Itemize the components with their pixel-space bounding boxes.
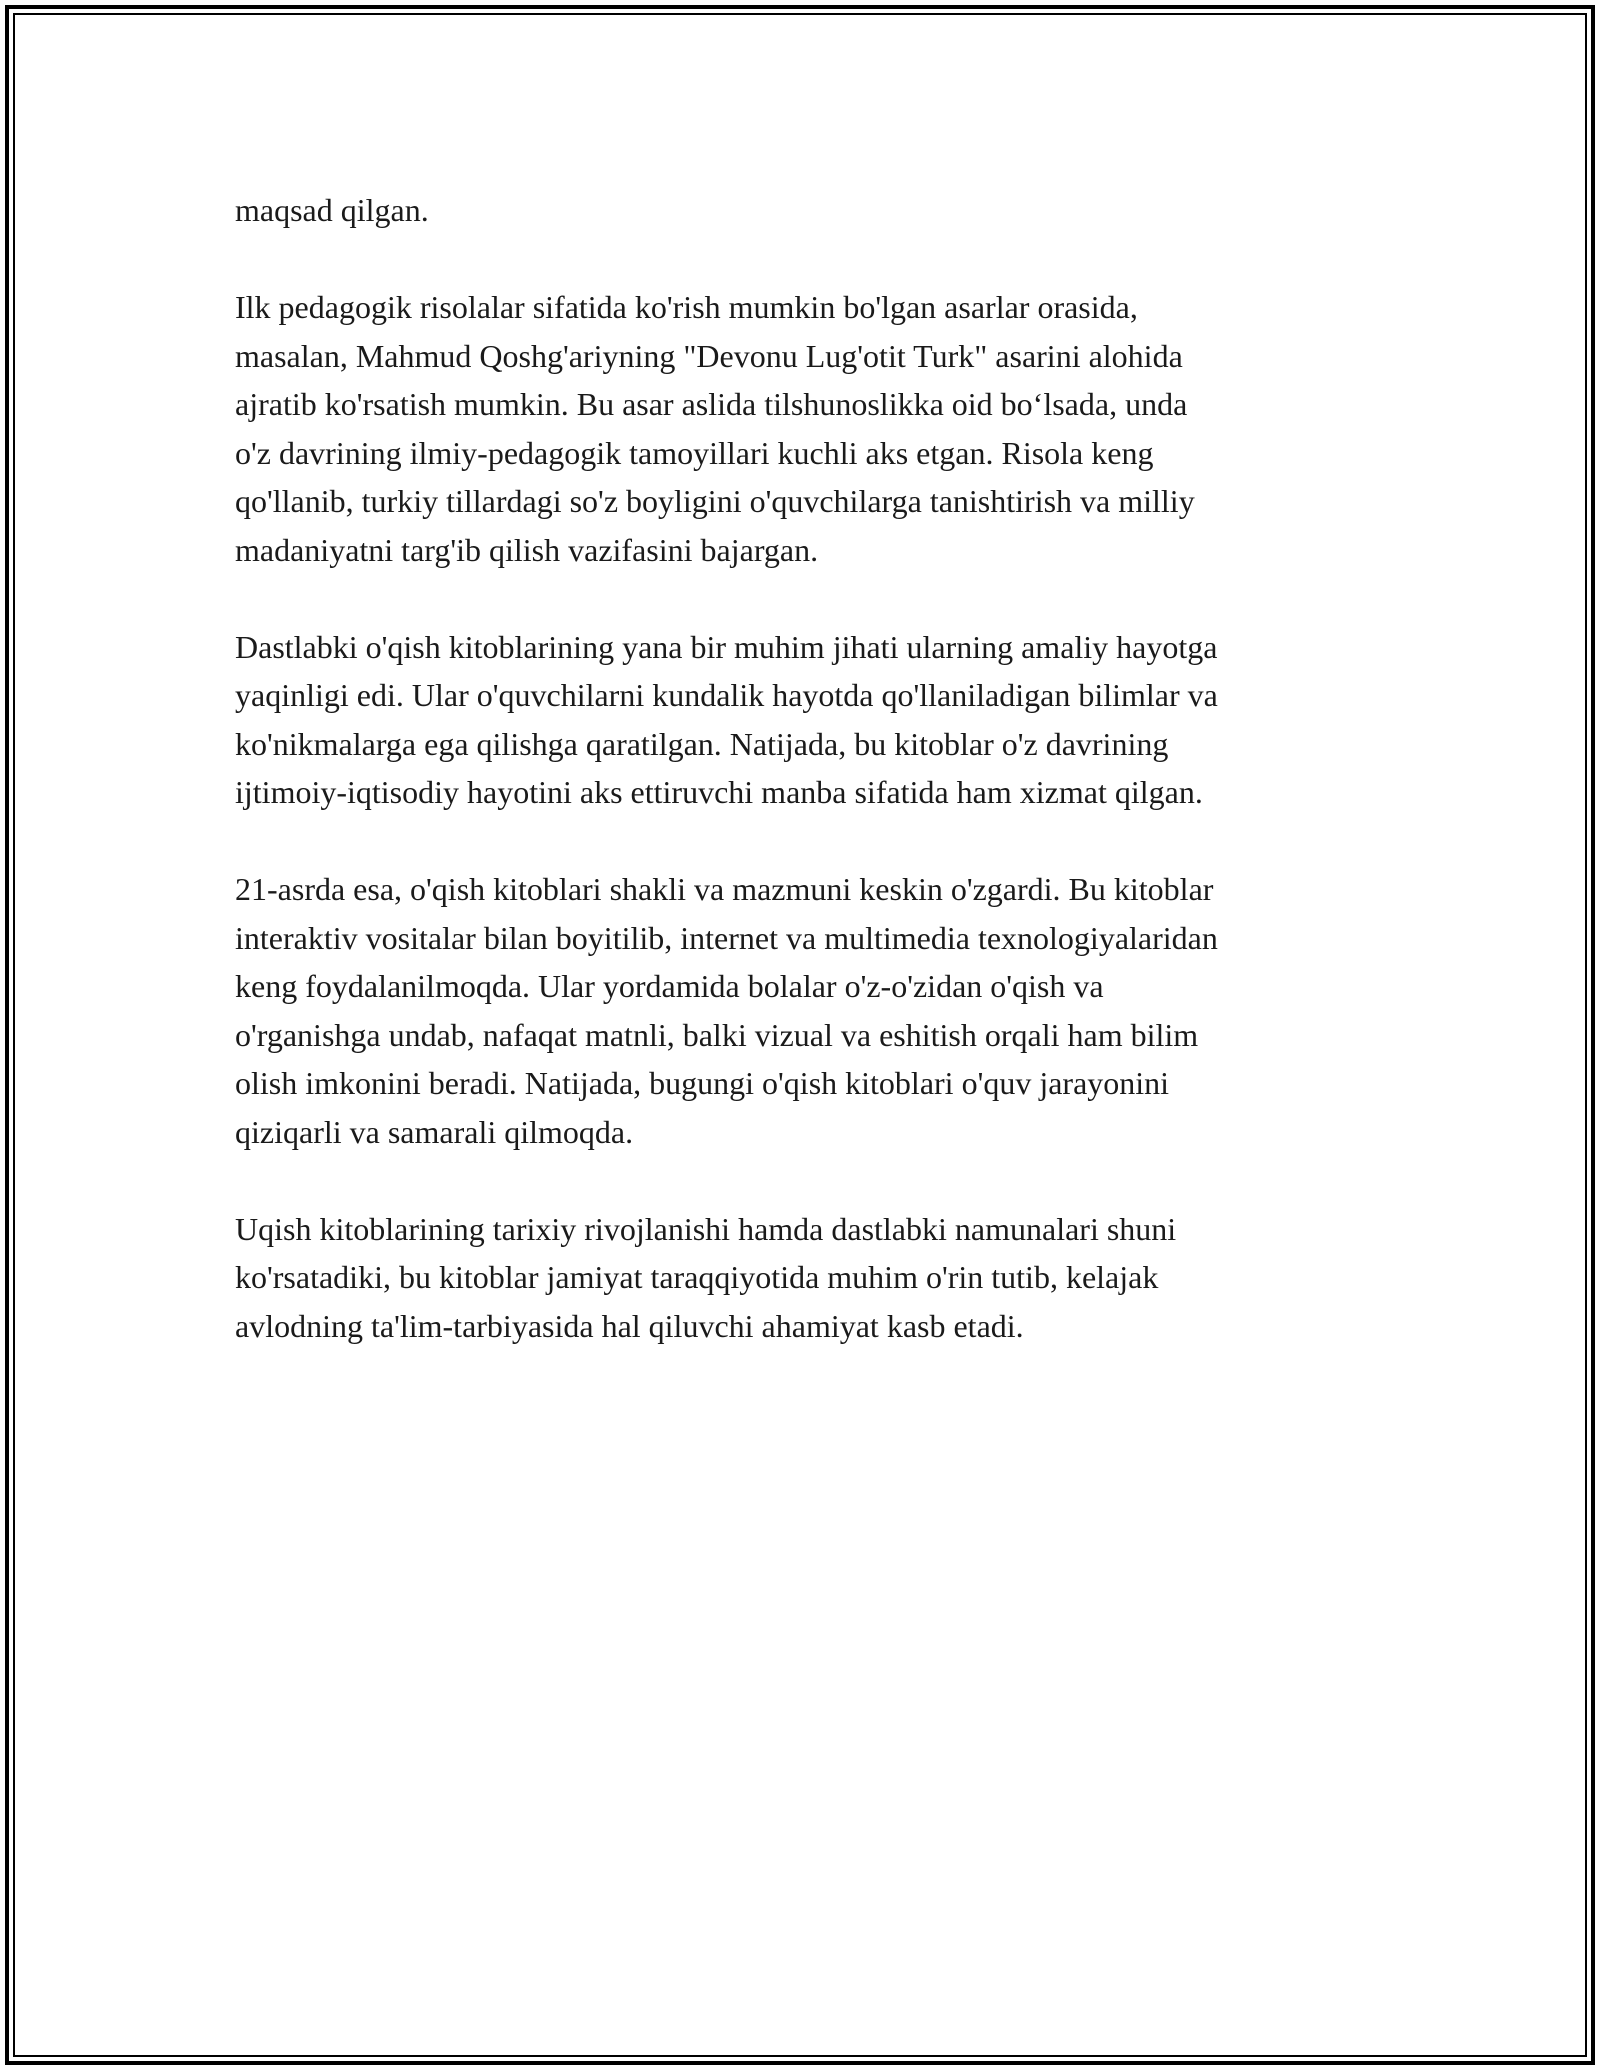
paragraph-continuation: maqsad qilgan.: [235, 192, 429, 228]
paragraph-practical-life: Dastlabki o'qish kitoblarining yana bir muhim jihati ularning amaliy hayotga yaqinligi edi. Ular o'quvchilarni kundalik hayotda qo'llaniladigan bilimlar va ko'nikmalarga ega qilishga qaratilgan. Natijada, bu kitoblar o'z davrining ijtimoiy-iqtisodiy hayotini aks ettiruvchi manba sifatida ham xizmat qilgan.: [235, 628, 1218, 810]
document-body: [235, 186, 1365, 1399]
paragraph-21st-century: 21-asrda esa, o'qish kitoblari shakli va mazmuni keskin o'zgardi. Bu kitoblar interaktiv vositalar bilan boyitilib, internet va multimedia texnologiyalaridan keng foydalanilmoqda. Ular yordamida bolalar o'z-o'zidan o'qish va o'rganishga undab, nafaqat matnli, balki vizual va eshitish orqali ham bilim olish imkonini beradi. Natijada, bugungi o'qish kitoblari o'quv jarayonini qiziqarli va samarali qilmoqda.: [235, 871, 1218, 1150]
paragraph-early-treatises: Ilk pedagogik risolalar sifatida ko'rish mumkin bo'lgan asarlar orasida, masalan, Mahmud Qoshg'ariyning "Devonu Lug'otit Turk" asarini alohida ajratib ko'rsatish mumkin. Bu asar aslida tilshunoslikka oid bo‘lsada, unda o'z davrining ilmiy-pedagogik tamoyillari kuchli aks etgan. Risola keng qo'llanib, turkiy tillardagi so'z boyligini o'quvchilarga tanishtirish va milliy madaniyatni targ'ib qilish vazifasini bajargan.: [235, 289, 1195, 568]
paragraph-conclusion: Uqish kitoblarining tarixiy rivojlanishi hamda dastlabki namunalari shuni ko'rsatadiki, bu kitoblar jamiyat taraqqiyotida muhim o'rin tutib, kelajak avlodning ta'lim-tarbiyasida hal qiluvchi ahamiyat kasb etadi.: [235, 1210, 1177, 1344]
